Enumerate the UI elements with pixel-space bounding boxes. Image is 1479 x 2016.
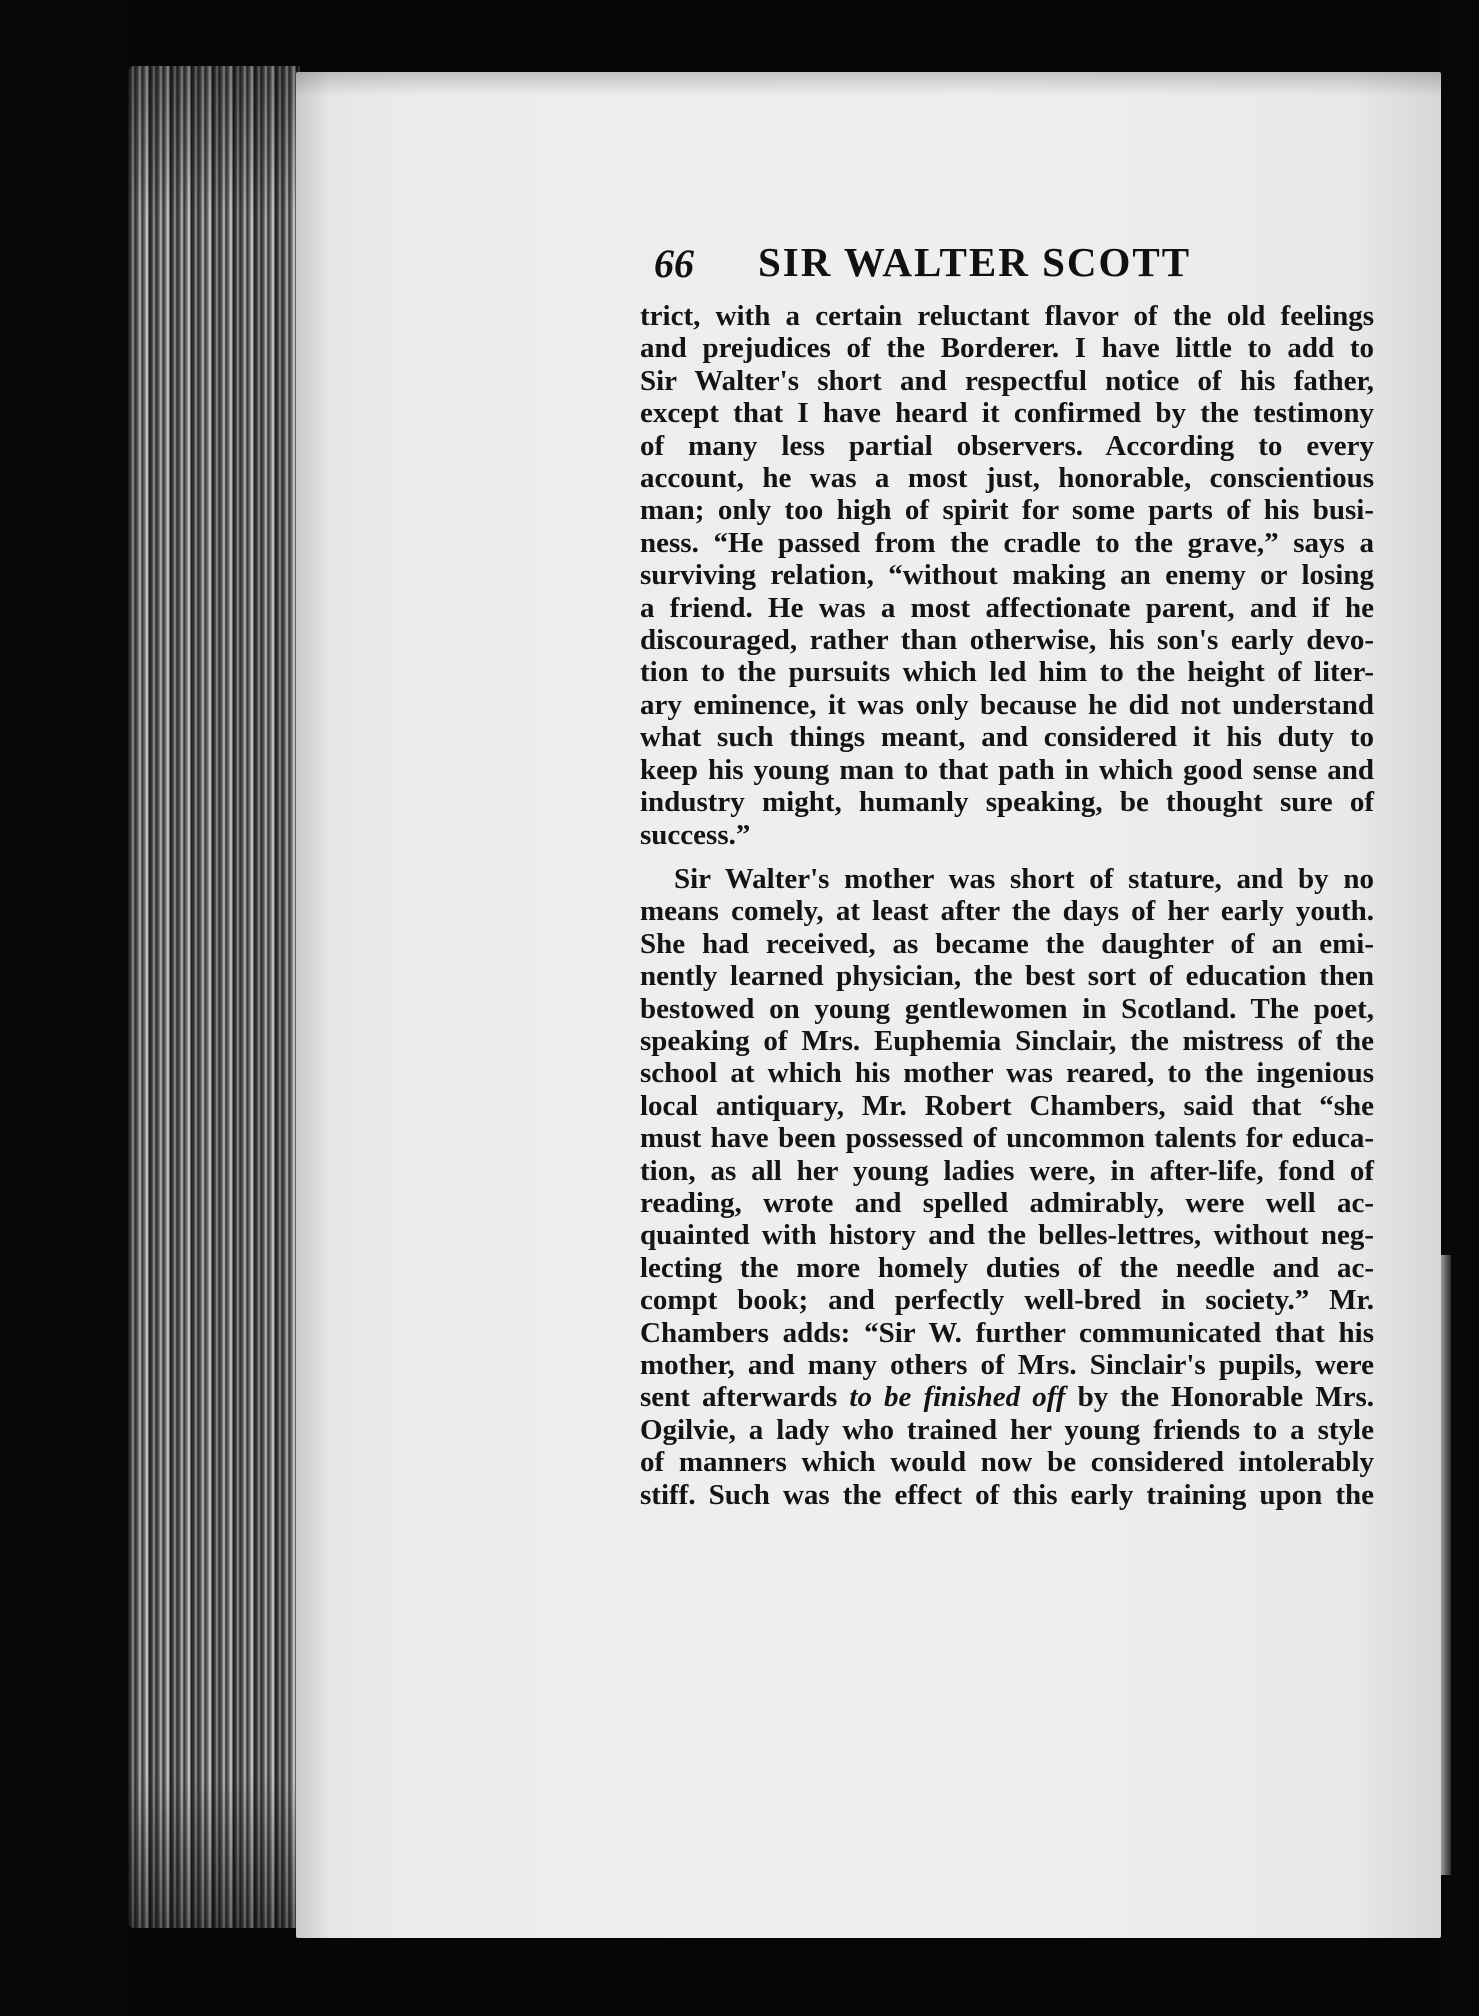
text-line: Ogilvie, a lady who trained her young friends to a style [640, 1413, 1374, 1446]
text-line: quainted with history and the belles-lettres, without neg- [640, 1219, 1374, 1252]
scan-background-right [1441, 0, 1479, 2016]
running-title: SIR WALTER SCOTT [758, 239, 1192, 285]
text-line: tion to the pursuits which led him to the height of liter- [640, 656, 1374, 689]
text-line: bestowed on young gentlewomen in Scotland. The poet, [640, 992, 1374, 1025]
text-line: of manners which would now be considered intolerably [640, 1446, 1374, 1479]
text-line: trict, with a certain reluctant flavor of the old feelings [640, 300, 1374, 332]
text-line: school at which his mother was reared, to the ingenious [640, 1057, 1374, 1090]
book-page-edges [128, 66, 300, 1928]
text-run: sent afterwards [640, 1381, 850, 1414]
text-line: compt book; and perfectly well-bred in society.” Mr. [640, 1284, 1374, 1317]
text-line: reading, wrote and spelled admirably, were well ac- [640, 1186, 1374, 1219]
italic-phrase: to be finished off [849, 1381, 1066, 1414]
text-line: nently learned physician, the best sort of education then [640, 960, 1374, 993]
text-line: account, he was a most just, honorable, conscientious [640, 462, 1374, 495]
text-line: means comely, at least after the days of her early youth. [640, 895, 1374, 928]
text-line: and prejudices of the Borderer. I have little to add to [640, 332, 1374, 365]
text-line: ary eminence, it was only because he did not understand [640, 688, 1374, 721]
paragraph-spacing [640, 851, 1374, 863]
text-line: stiff. Such was the effect of this early training upon the [640, 1478, 1374, 1511]
text-line: man; only too high of spirit for some parts of his busi- [640, 494, 1374, 527]
text-line-with-italic [640, 1381, 1374, 1413]
running-head [654, 238, 1374, 298]
text-line: speaking of Mrs. Euphemia Sinclair, the mistress of the [640, 1024, 1374, 1057]
text-line: success.” [640, 818, 751, 851]
text-line: must have been possessed of uncommon talents for educa- [640, 1122, 1374, 1155]
body-text [640, 300, 1374, 1511]
text-line: discouraged, rather than otherwise, his son's early devo- [640, 624, 1374, 657]
text-line: surviving relation, “without making an enemy or losing [640, 559, 1374, 592]
scan-background-left [0, 0, 130, 2016]
text-line: local antiquary, Mr. Robert Chambers, said that “she [640, 1089, 1374, 1122]
text-line: a friend. He was a most affectionate parent, and if he [640, 591, 1374, 624]
text-line: She had received, as became the daughter of an emi- [640, 927, 1374, 960]
text-line: tion, as all her young ladies were, in after-life, fond of [640, 1154, 1374, 1187]
text-line: industry might, humanly speaking, be thought sure of [640, 786, 1374, 819]
text-run: by the Honorable Mrs. [1065, 1381, 1375, 1414]
text-line: keep his young man to that path in which good sense and [640, 753, 1374, 786]
paragraph-2 [640, 863, 1374, 1511]
text-line: Sir Walter's short and respectful notice of his father, [640, 364, 1374, 397]
text-line: except that I have heard it confirmed by the testimony [640, 397, 1374, 430]
text-line: what such things meant, and considered it his duty to [640, 721, 1374, 754]
page-number: 66 [654, 241, 694, 286]
text-line: Chambers adds: “Sir W. further communicated that his [640, 1316, 1374, 1349]
text-line: ness. “He passed from the cradle to the grave,” says a [640, 526, 1374, 559]
paragraph-1 [640, 300, 1374, 851]
text-line: of many less partial observers. According to every [640, 429, 1374, 462]
text-line: lecting the more homely duties of the needle and ac- [640, 1251, 1374, 1284]
text-line: Sir Walter's mother was short of stature, and by no [674, 862, 1374, 895]
text-line: mother, and many others of Mrs. Sinclair's pupils, were [640, 1349, 1374, 1381]
